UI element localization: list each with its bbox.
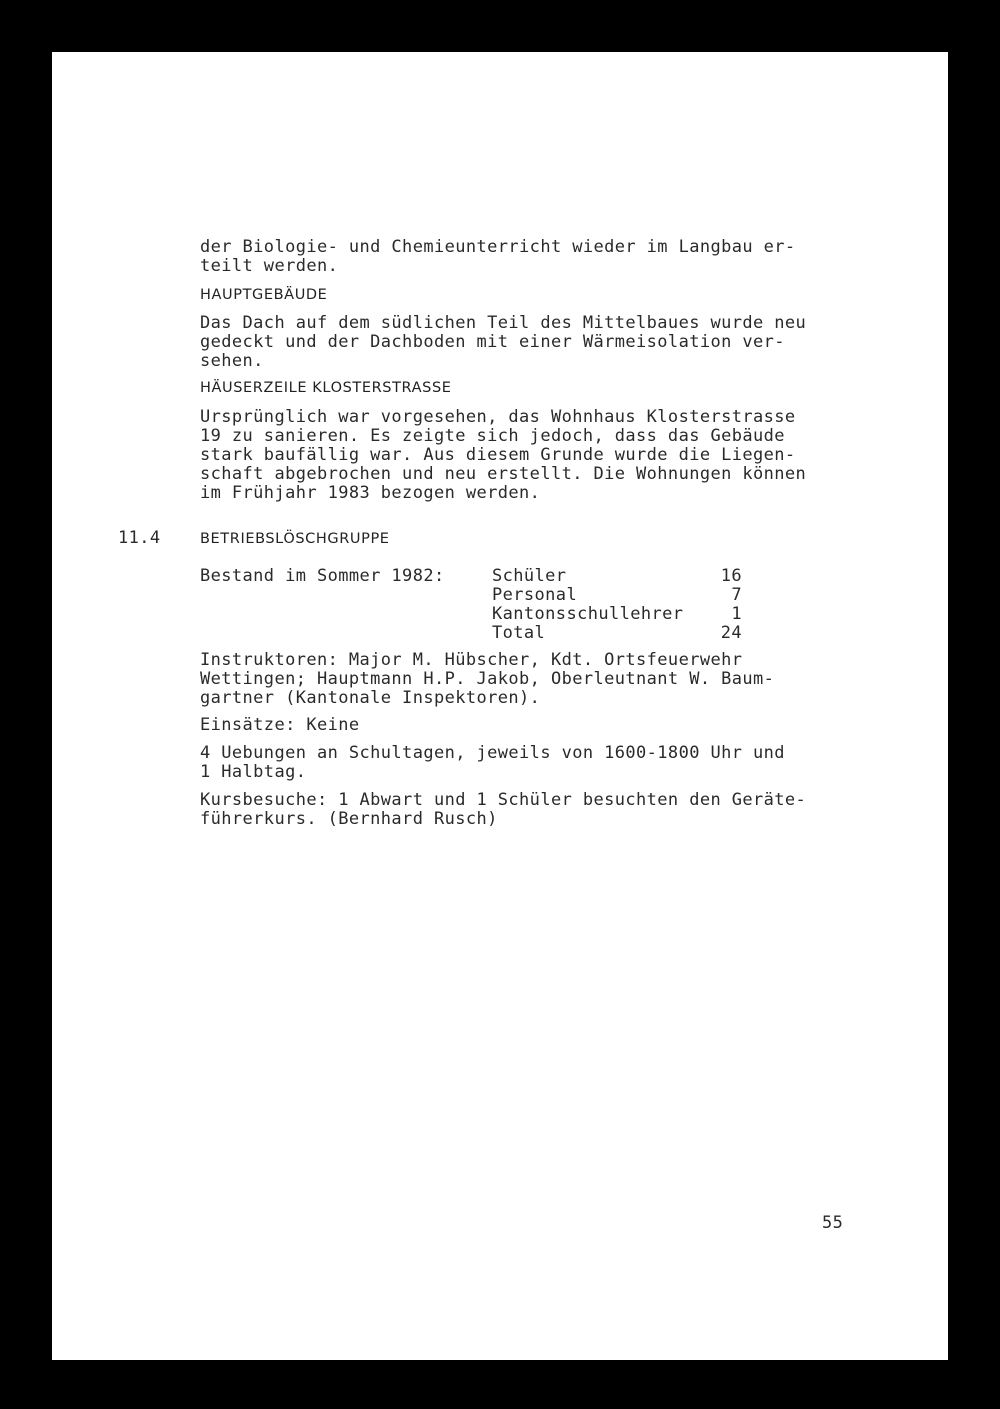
subheading-haeuserzeile: HÄUSERZEILE KLOSTERSTRASSE [200, 380, 452, 396]
row-count: 16 [720, 566, 742, 586]
text-line: der Biologie- und Chemieunterricht wieder im Langbau er- [200, 237, 796, 257]
haeuserzeile-paragraph [200, 408, 806, 503]
table-row [492, 624, 742, 643]
text-line: Ursprünglich war vorgesehen, das Wohnhaus Klosterstrasse [200, 407, 796, 427]
text-line: 4 Uebungen an Schultagen, jeweils von 1600-1800 Uhr und [200, 743, 785, 763]
text-line: gedeckt und der Dachboden mit einer Wärmeisolation ver- [200, 332, 785, 352]
page-number: 55 [822, 1213, 844, 1233]
uebungen-paragraph [200, 744, 785, 782]
text-line: Kursbesuche: 1 Abwart und 1 Schüler besuchten den Geräte- [200, 790, 807, 810]
text-line: Instruktoren: Major M. Hübscher, Kdt. Ortsfeuerwehr [200, 650, 743, 670]
bestand-label: Bestand im Sommer 1982: [200, 566, 445, 586]
section-title: BETRIEBSLÖSCHGRUPPE [200, 531, 390, 547]
text-line: Einsätze: Keine [200, 715, 360, 735]
table-row [492, 586, 742, 605]
row-name: Total [492, 623, 546, 643]
row-count: 24 [720, 623, 742, 643]
text-line: gartner (Kantonale Inspektoren). [200, 688, 541, 708]
text-line: 1 Halbtag. [200, 762, 307, 782]
kursbesuche-paragraph [200, 791, 806, 829]
subheading-hauptgebaeude: HAUPTGEBÄUDE [200, 287, 328, 303]
table-row [492, 605, 742, 624]
hauptgebaeude-paragraph [200, 314, 806, 371]
text-line: teilt werden. [200, 256, 339, 276]
row-name: Schüler [492, 566, 567, 586]
text-line: führerkurs. (Bernhard Rusch) [200, 809, 498, 829]
text-line: 19 zu sanieren. Es zeigte sich jedoch, dass das Gebäude [200, 426, 785, 446]
instruktoren-paragraph [200, 651, 774, 708]
section-number: 11.4 [118, 528, 161, 548]
text-line: schaft abgebrochen und neu erstellt. Die Wohnungen können [200, 464, 807, 484]
row-name: Personal [492, 585, 578, 605]
row-count: 1 [731, 604, 742, 624]
text-line: im Frühjahr 1983 bezogen werden. [200, 483, 541, 503]
bestand-table [492, 567, 742, 643]
intro-paragraph [200, 238, 796, 276]
table-row [492, 567, 742, 586]
text-line: sehen. [200, 351, 264, 371]
row-count: 7 [731, 585, 742, 605]
einsaetze-paragraph [200, 716, 360, 735]
text-line: stark baufällig war. Aus diesem Grunde wurde die Liegen- [200, 445, 796, 465]
row-name: Kantonsschullehrer [492, 604, 684, 624]
text-line: Wettingen; Hauptmann H.P. Jakob, Oberleutnant W. Baum- [200, 669, 775, 689]
text-line: Das Dach auf dem südlichen Teil des Mittelbaues wurde neu [200, 313, 807, 333]
